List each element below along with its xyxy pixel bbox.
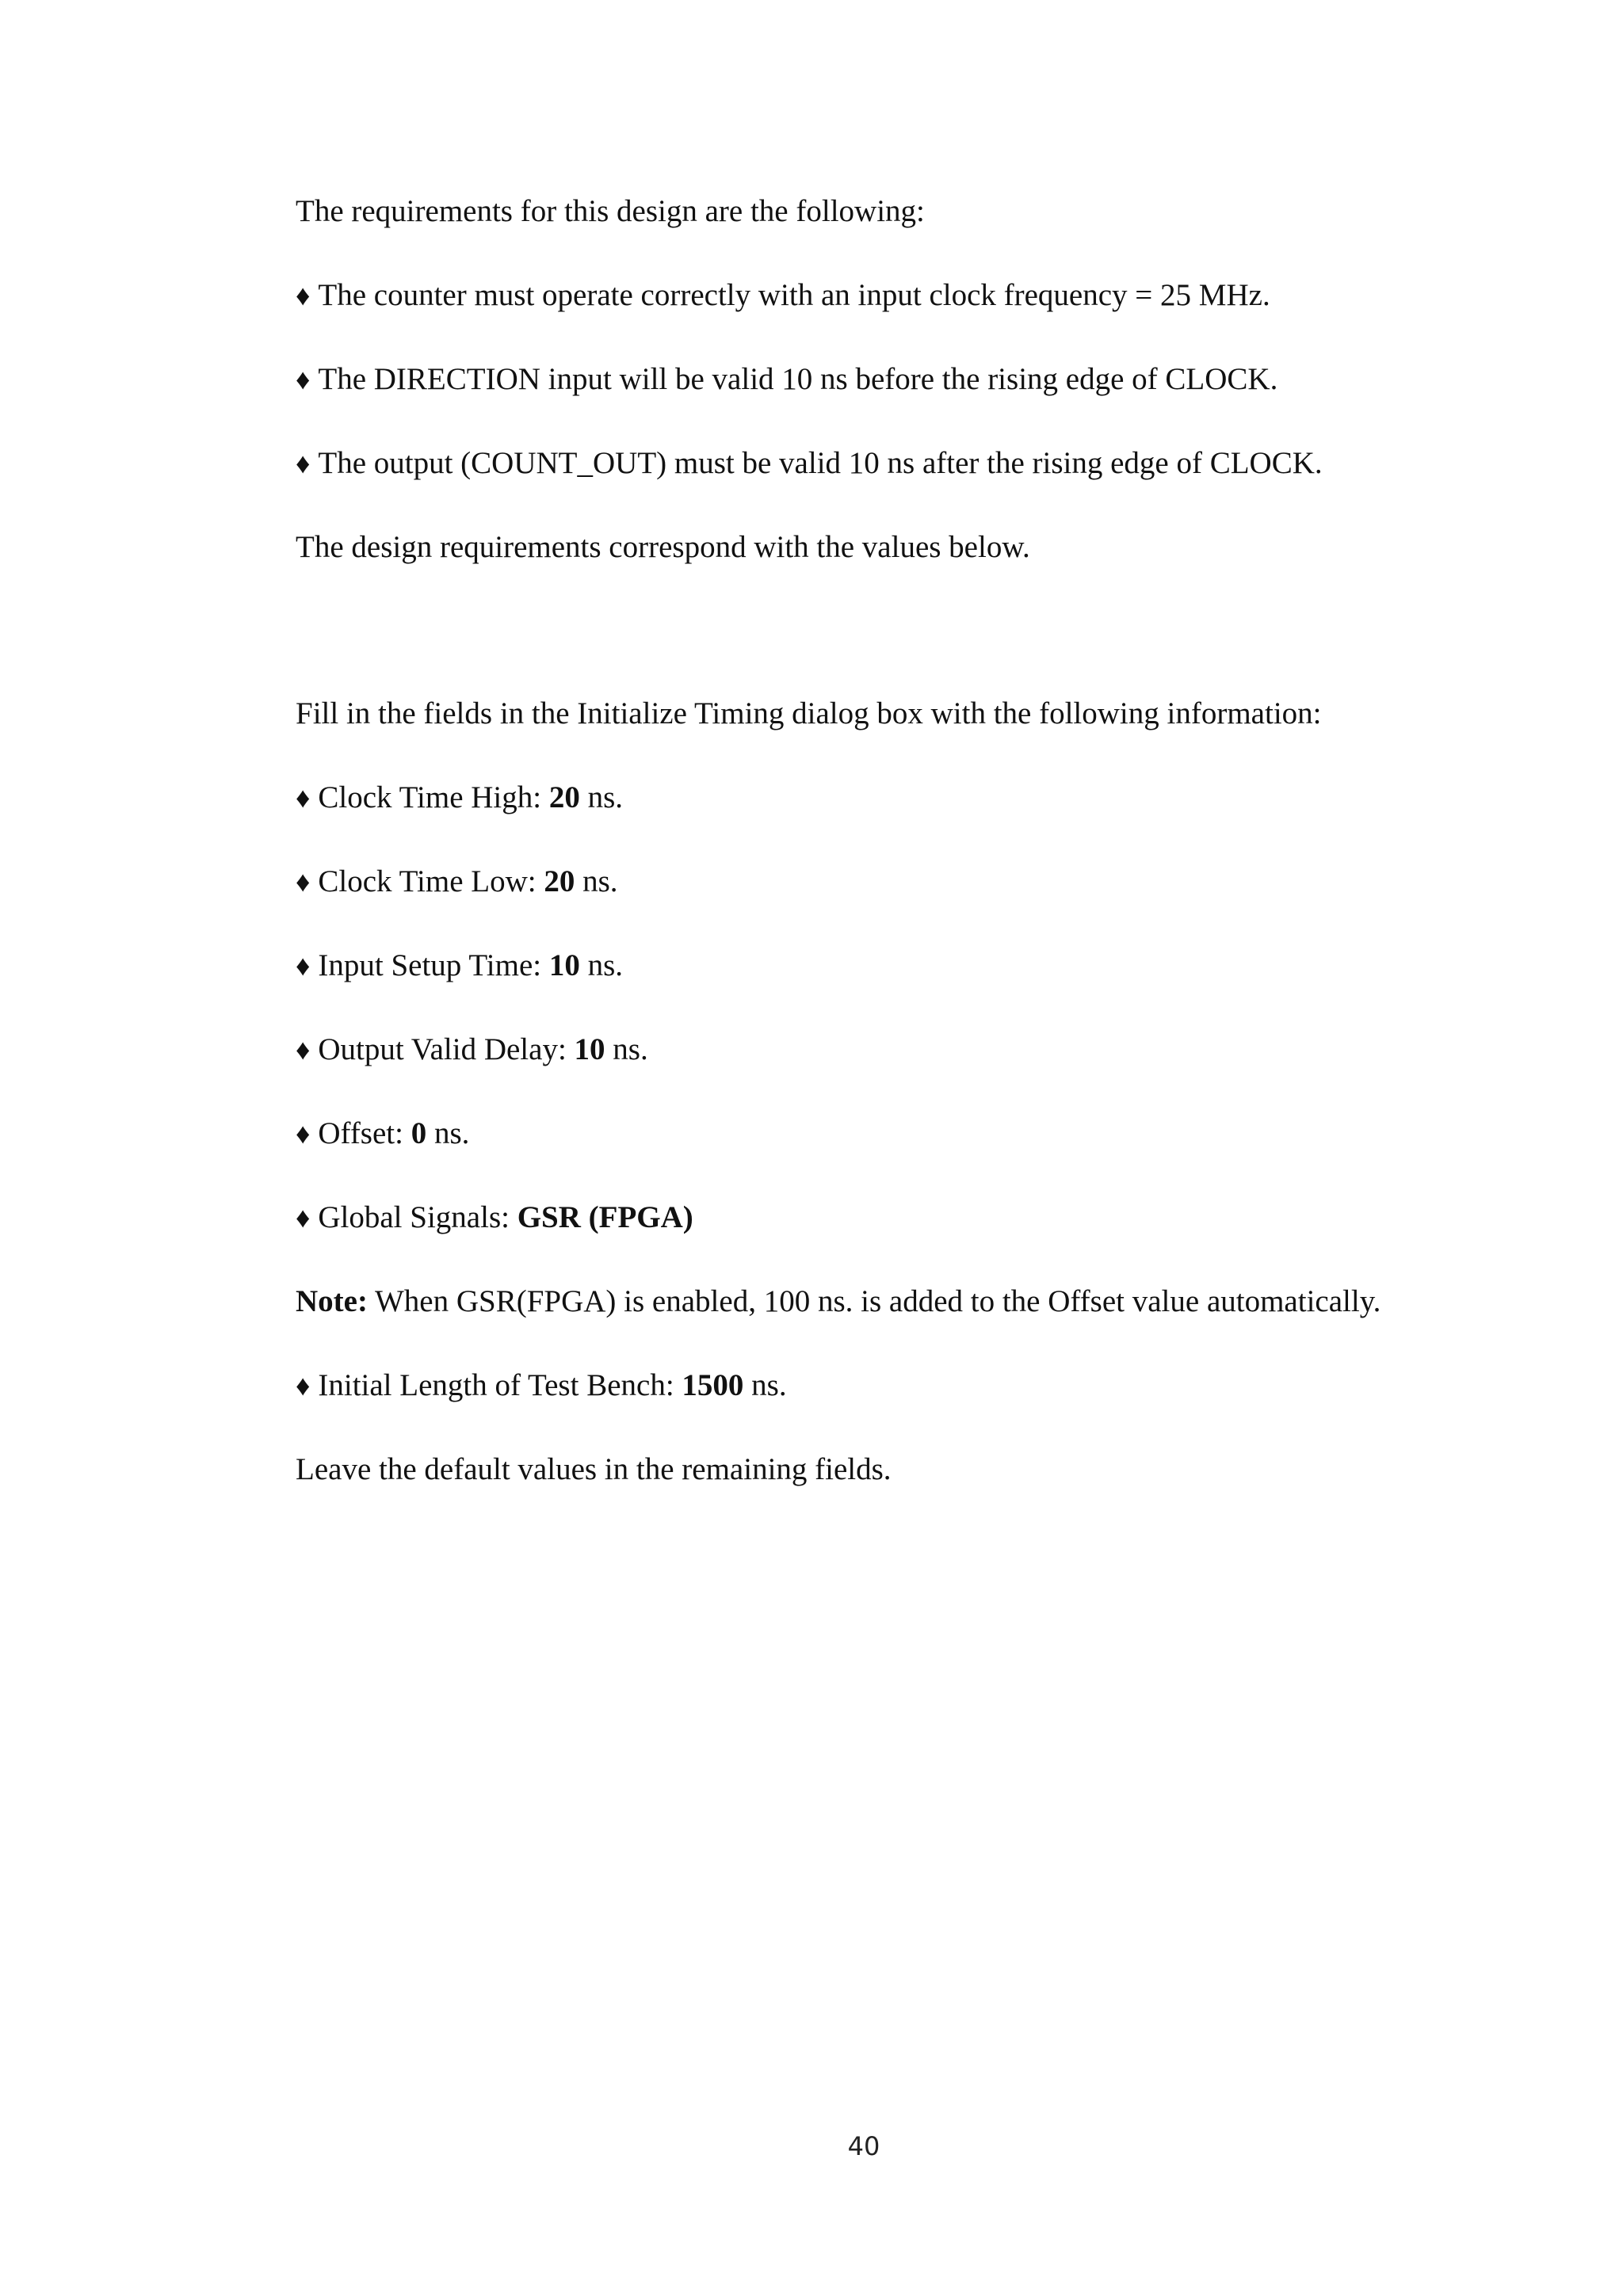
- field-item-initial-length: [296, 1358, 1427, 1413]
- field-unit: ns.: [579, 948, 624, 982]
- field-label: Clock Time Low:: [318, 864, 544, 898]
- field-item-output-valid-delay: [296, 1022, 1427, 1077]
- requirement-text: The output (COUNT_OUT) must be valid 10 ns after the rising edge of CLOCK.: [318, 446, 1323, 480]
- field-label: Global Signals:: [318, 1200, 517, 1234]
- requirement-text: The DIRECTION input will be valid 10 ns before the rising edge of CLOCK.: [318, 362, 1278, 396]
- field-unit: ns.: [575, 864, 618, 898]
- requirement-text: The counter must operate correctly with an input clock frequency = 25 MHz.: [318, 278, 1270, 312]
- diamond-bullet-icon: ♦: [296, 1118, 311, 1150]
- field-unit: ns.: [426, 1116, 470, 1150]
- field-value: 10: [548, 948, 580, 982]
- diamond-bullet-icon: ♦: [296, 1370, 311, 1402]
- diamond-bullet-icon: ♦: [296, 1202, 311, 1234]
- field-unit: ns.: [605, 1032, 648, 1066]
- requirement-item: [296, 436, 1427, 491]
- field-label: Offset:: [318, 1116, 411, 1150]
- diamond-bullet-icon: ♦: [296, 950, 311, 982]
- section-spacer: [296, 604, 1427, 686]
- field-label: Output Valid Delay:: [318, 1032, 575, 1066]
- field-label: Clock Time High:: [318, 780, 549, 814]
- field-value: 10: [574, 1032, 605, 1066]
- field-unit: ns.: [579, 780, 624, 814]
- fill-closing: Leave the default values in the remaining fields.: [296, 1452, 892, 1486]
- field-unit: ns.: [743, 1368, 787, 1402]
- requirements-heading: The requirements for this design are the following:: [296, 194, 925, 228]
- field-label: Input Setup Time:: [318, 948, 549, 982]
- note-text: When GSR(FPGA) is enabled, 100 ns. is added to the Offset value automatically.: [367, 1284, 1381, 1318]
- note-paragraph: [296, 1274, 1427, 1329]
- diamond-bullet-icon: ♦: [296, 1034, 311, 1066]
- field-item-input-setup-time: [296, 938, 1427, 994]
- field-value: 20: [548, 780, 580, 814]
- field-value: GSR (FPGA): [517, 1200, 693, 1234]
- field-label: Initial Length of Test Bench:: [318, 1368, 682, 1402]
- field-item-offset: [296, 1106, 1427, 1161]
- field-item-global-signals: [296, 1190, 1427, 1245]
- diamond-bullet-icon: ♦: [296, 782, 311, 814]
- diamond-bullet-icon: ♦: [296, 364, 311, 395]
- page-content: [296, 184, 1427, 1526]
- requirement-item: [296, 352, 1427, 407]
- field-item-clock-time-low: [296, 854, 1427, 910]
- note-label: Note:: [296, 1284, 368, 1318]
- field-value: 1500: [682, 1368, 744, 1402]
- diamond-bullet-icon: ♦: [296, 448, 311, 479]
- fill-heading: Fill in the fields in the Initialize Timing dialog box with the following information:: [296, 696, 1322, 730]
- page-number: 40: [847, 2131, 880, 2161]
- requirement-item: [296, 268, 1427, 323]
- field-value: 0: [411, 1116, 427, 1150]
- field-value: 20: [544, 864, 575, 898]
- diamond-bullet-icon: ♦: [296, 866, 311, 898]
- requirements-closing: The design requirements correspond with the values below.: [296, 530, 1030, 564]
- diamond-bullet-icon: ♦: [296, 280, 311, 311]
- field-item-clock-time-high: [296, 770, 1427, 826]
